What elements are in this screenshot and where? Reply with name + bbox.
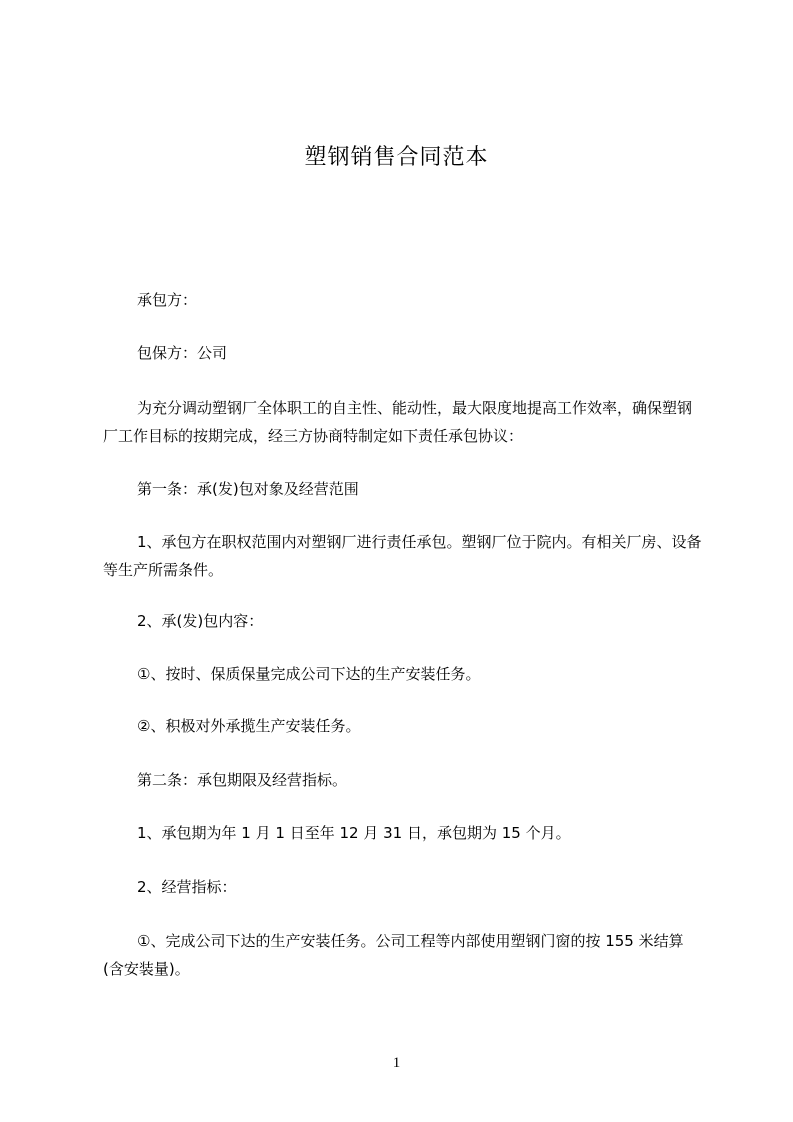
- preamble-paragraph: 为充分调动塑钢厂全体职工的自主性、能动性，最大限度地提高工作效率，确保塑钢厂工作目标的按期完成，经三方协商特制定如下责任承包协议：: [103, 399, 693, 445]
- article-2-clause-1: 1、承包期为年 1 月 1 日至年 12 月 31 日，承包期为 15 个月。: [137, 824, 571, 842]
- page-number: 1: [392, 1055, 401, 1071]
- contractor-line: 承包方：: [137, 291, 198, 309]
- article-1-item-2: ②、积极对外承揽生产安装任务。: [137, 717, 361, 735]
- article-1-clause-2: 2、承(发)包内容：: [137, 612, 264, 630]
- article-1-clause-1: 1、承包方在职权范围内对塑钢厂进行责任承包。塑钢厂位于院内。有相关厂房、设备等生产所需条件。: [103, 533, 702, 579]
- guarantor-line: 包保方：公司: [137, 344, 228, 362]
- page-title: 塑钢销售合同范本: [304, 145, 489, 170]
- article-1-item-1: ①、按时、保质保量完成公司下达的生产安装任务。: [137, 665, 481, 683]
- article-1-heading: 第一条：承(发)包对象及经营范围: [137, 480, 359, 498]
- article-2-clause-2: 2、经营指标：: [137, 878, 237, 896]
- article-2-heading: 第二条：承包期限及经营指标。: [137, 771, 348, 789]
- article-2-item-1: ①、完成公司下达的生产安装任务。公司工程等内部使用塑钢门窗的按 155 米结算(含安装量)。: [103, 932, 684, 978]
